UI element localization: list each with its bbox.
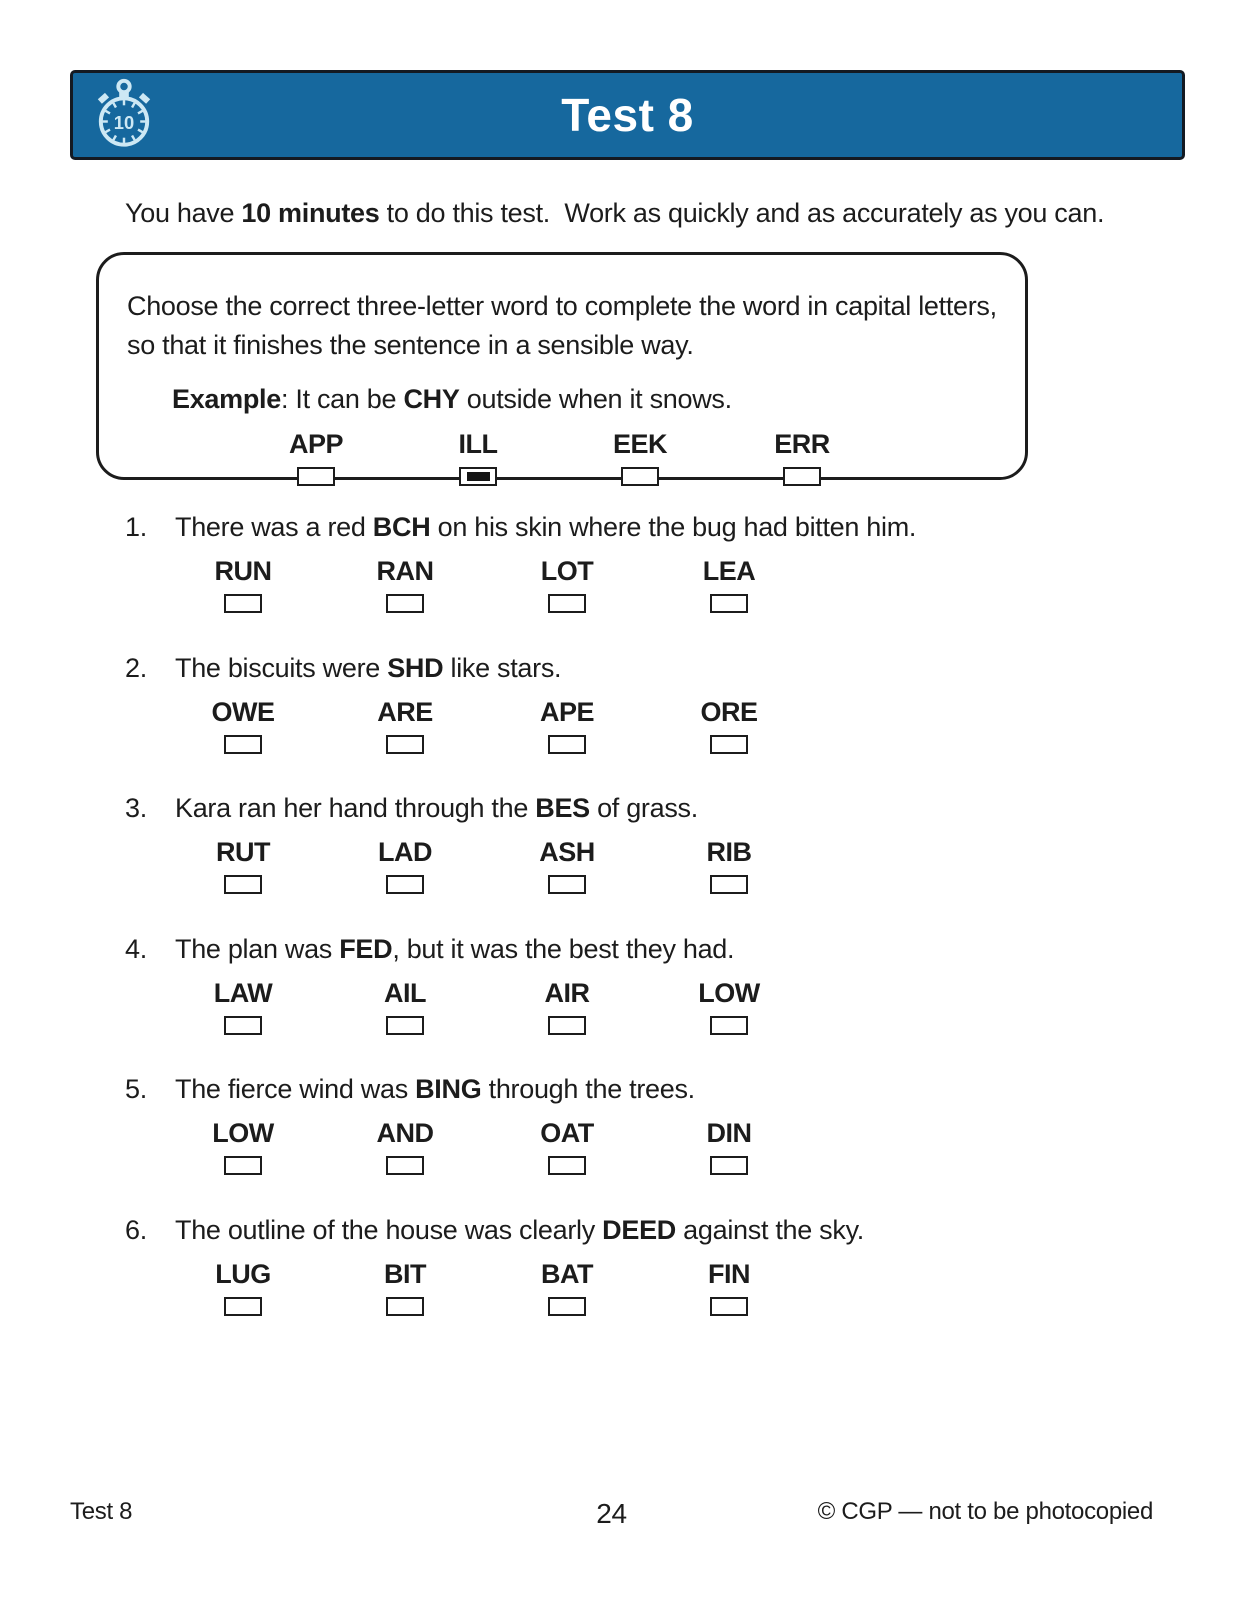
- question-1: [0, 512, 1253, 653]
- example-option: [559, 429, 721, 486]
- option-label: BIT: [384, 1258, 426, 1289]
- question-pre: There was a red: [175, 512, 373, 542]
- answer-checkbox[interactable]: [386, 875, 424, 894]
- answer-checkbox[interactable]: [224, 594, 262, 613]
- answer-checkbox[interactable]: [783, 467, 821, 486]
- answer-checkbox[interactable]: [386, 1016, 424, 1035]
- instruction-line-2: so that it finishes the sentence in a sensible way.: [127, 330, 694, 360]
- answer-checkbox[interactable]: [224, 1156, 262, 1175]
- question-number: 2.: [125, 652, 147, 683]
- question-bold-word: SHD: [387, 652, 444, 683]
- option-label: RIB: [706, 837, 752, 867]
- question-6: [0, 1215, 1253, 1356]
- question-pre: The biscuits were: [175, 652, 388, 683]
- question-bold-word: FED: [339, 933, 393, 964]
- option: [162, 697, 324, 754]
- question-5: [0, 1074, 1253, 1215]
- option: [648, 1259, 810, 1316]
- example-sentence: [172, 384, 997, 415]
- option-label: ORE: [700, 696, 758, 727]
- option: [648, 978, 810, 1035]
- question-sentence: [125, 934, 1253, 965]
- option: [162, 978, 324, 1035]
- option-label: OWE: [211, 696, 275, 727]
- instruction-line-1: Choose the correct three-letter word to complete the word in capital letters,: [127, 291, 997, 321]
- question-sentence: [125, 793, 1253, 824]
- option-label: EEK: [612, 429, 668, 459]
- question-sentence: [125, 653, 1253, 684]
- question-pre: Kara ran her hand through the: [175, 793, 536, 823]
- option: [162, 837, 324, 894]
- question-pre: The plan was: [175, 933, 340, 964]
- answer-checkbox[interactable]: [710, 1297, 748, 1316]
- question-pre: The outline of the house was clearly: [175, 1214, 603, 1245]
- question-4: [0, 934, 1253, 1075]
- question-bold-word: BES: [535, 793, 590, 823]
- options-row: [162, 697, 1253, 754]
- option-label: LEA: [702, 556, 756, 586]
- question-bold-word: BCH: [372, 512, 431, 542]
- option-label: LOW: [698, 977, 760, 1008]
- option: [324, 837, 486, 894]
- option: [648, 837, 810, 894]
- example-instructions: [127, 287, 997, 365]
- option-label: RUN: [214, 556, 272, 586]
- option-label: AND: [376, 1118, 434, 1148]
- question-sentence: [125, 1215, 1253, 1246]
- option: [648, 1118, 810, 1175]
- page-title: Test 8: [561, 89, 694, 141]
- option: [648, 556, 810, 613]
- option-label: OAT: [540, 1118, 594, 1148]
- question-post: of grass.: [589, 793, 698, 823]
- example-bold-word: CHY: [403, 384, 460, 414]
- example-option: [235, 429, 397, 486]
- option-label: ARE: [377, 696, 433, 727]
- question-sentence: [125, 1074, 1253, 1105]
- option-label: LAD: [378, 837, 432, 867]
- option: [648, 697, 810, 754]
- intro-bold-minutes: 10 minutes: [241, 198, 380, 228]
- options-row: [162, 1259, 1253, 1316]
- answer-checkbox[interactable]: [548, 1297, 586, 1316]
- answer-checkbox[interactable]: [386, 594, 424, 613]
- question-bold-word: DEED: [602, 1214, 676, 1245]
- example-post: outside when it snows.: [459, 384, 732, 414]
- answer-checkbox[interactable]: [621, 467, 659, 486]
- option-label: ERR: [774, 429, 830, 459]
- option: [324, 697, 486, 754]
- questions-list: [0, 512, 1253, 1355]
- question-number: 4.: [125, 933, 147, 964]
- option: [162, 1259, 324, 1316]
- example-pre: : It can be: [280, 384, 404, 414]
- example-label: Example: [172, 384, 281, 414]
- option-label: BAT: [541, 1258, 593, 1289]
- question-bold-word: BING: [415, 1074, 482, 1104]
- question-number: 5.: [125, 1074, 147, 1104]
- stopwatch-timer-icon: [89, 75, 159, 161]
- option-label: RUT: [216, 837, 270, 867]
- intro-text: [125, 198, 1104, 229]
- answer-checkbox[interactable]: [224, 735, 262, 754]
- answer-checkbox[interactable]: [386, 1297, 424, 1316]
- question-2: [0, 653, 1253, 794]
- question-number: 1.: [125, 512, 147, 542]
- answer-checkbox[interactable]: [710, 594, 748, 613]
- question-number: 6.: [125, 1214, 147, 1245]
- option-label: APP: [288, 429, 344, 459]
- option: [324, 1259, 486, 1316]
- test-banner: [70, 70, 1185, 160]
- answer-checkbox[interactable]: [386, 1156, 424, 1175]
- answer-checkbox[interactable]: [548, 1016, 586, 1035]
- question-3: [0, 793, 1253, 934]
- question-post: , but it was the best they had.: [392, 933, 735, 964]
- question-post: on his skin where the bug had bitten him.: [430, 512, 917, 542]
- answer-checkbox[interactable]: [548, 594, 586, 613]
- option: [162, 1118, 324, 1175]
- footer-test-label: Test 8: [70, 1498, 133, 1525]
- answer-checkbox[interactable]: [710, 735, 748, 754]
- option-label: RAN: [376, 556, 434, 586]
- option-label: DIN: [706, 1118, 752, 1148]
- example-option: [397, 429, 559, 486]
- options-row: [162, 1118, 1253, 1175]
- question-post: like stars.: [443, 652, 562, 683]
- example-box: [96, 252, 1028, 480]
- option: [486, 1118, 648, 1175]
- option-label: AIL: [384, 977, 426, 1008]
- option: [486, 837, 648, 894]
- option-label: LUG: [215, 1258, 271, 1289]
- question-post: against the sky.: [675, 1214, 864, 1245]
- option: [324, 556, 486, 613]
- option-label: ILL: [458, 429, 498, 459]
- answer-checkbox[interactable]: [297, 467, 335, 486]
- option-label: LOW: [212, 1118, 274, 1148]
- options-row: [162, 837, 1253, 894]
- answer-checkbox[interactable]: [710, 1016, 748, 1035]
- page-number: 24: [596, 1498, 627, 1529]
- intro-pre: You have: [125, 198, 242, 228]
- option: [324, 978, 486, 1035]
- option: [486, 556, 648, 613]
- option: [486, 697, 648, 754]
- answer-checkbox[interactable]: [224, 1016, 262, 1035]
- intro-post: to do this test. Work as quickly and as accurately as you can.: [379, 198, 1105, 228]
- answer-checkbox[interactable]: [459, 467, 497, 486]
- question-pre: The fierce wind was: [175, 1074, 416, 1104]
- option: [486, 1259, 648, 1316]
- question-sentence: [125, 512, 1253, 543]
- option-label: LOT: [540, 556, 594, 586]
- option-label: FIN: [708, 1258, 750, 1289]
- answer-checkbox[interactable]: [224, 875, 262, 894]
- option-label: LAW: [213, 977, 273, 1008]
- timer-minutes-label: 10: [113, 111, 135, 133]
- answer-checkbox[interactable]: [548, 735, 586, 754]
- answer-checkbox[interactable]: [710, 1156, 748, 1175]
- option-label: AIR: [544, 977, 590, 1008]
- question-number: 3.: [125, 793, 147, 823]
- option-label: APE: [539, 696, 595, 727]
- option: [486, 978, 648, 1035]
- question-post: through the trees.: [481, 1074, 695, 1104]
- answer-checkbox[interactable]: [224, 1297, 262, 1316]
- option-label: ASH: [539, 837, 595, 867]
- example-options-row: [235, 429, 997, 486]
- answer-checkbox[interactable]: [548, 1156, 586, 1175]
- answer-checkbox[interactable]: [710, 875, 748, 894]
- answer-checkbox[interactable]: [386, 735, 424, 754]
- options-row: [162, 978, 1253, 1035]
- copyright-notice: © CGP — not to be photocopied: [817, 1498, 1153, 1525]
- example-option: [721, 429, 883, 486]
- options-row: [162, 556, 1253, 613]
- option: [324, 1118, 486, 1175]
- answer-checkbox[interactable]: [548, 875, 586, 894]
- option: [162, 556, 324, 613]
